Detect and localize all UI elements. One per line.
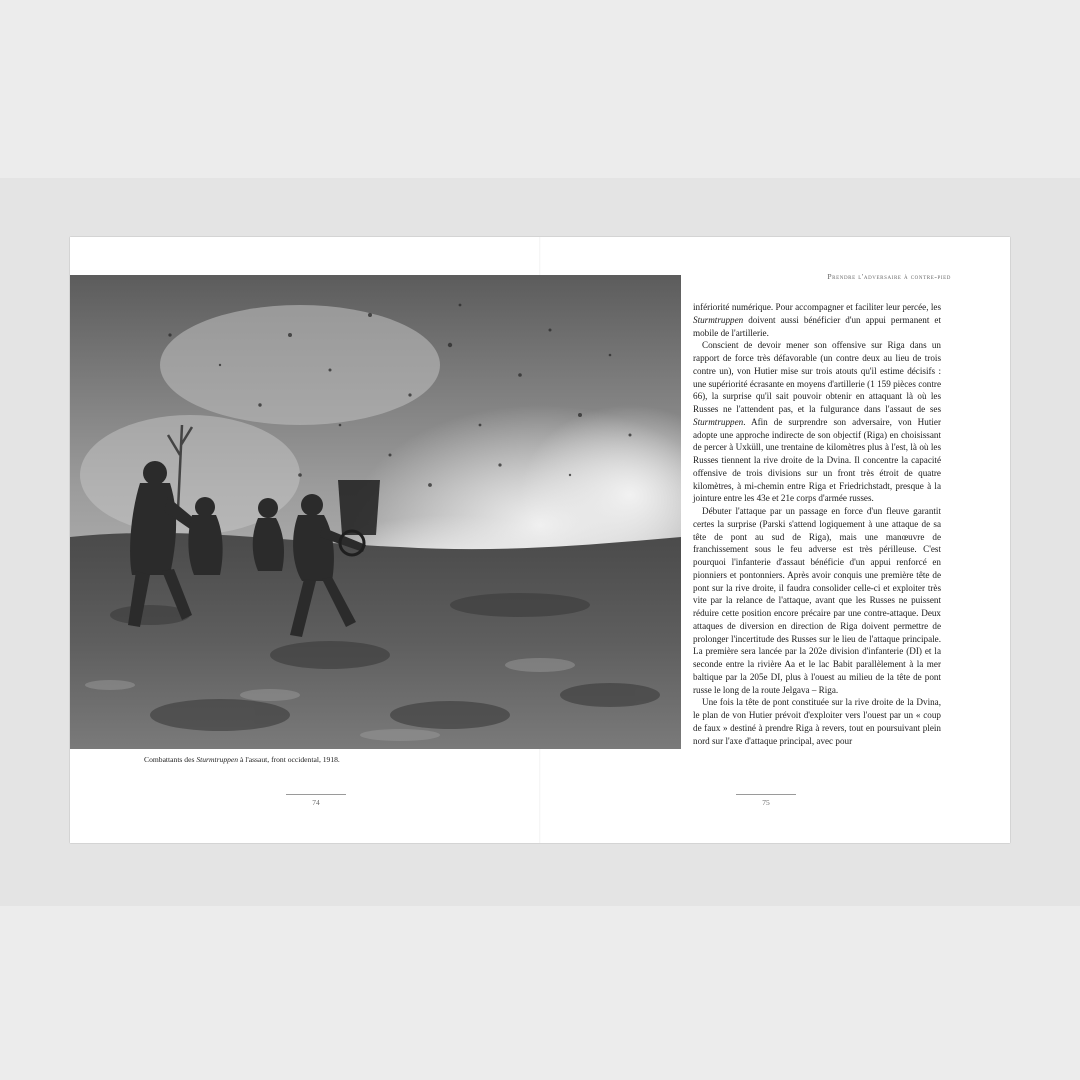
body-paragraph <box>693 301 941 339</box>
body-paragraph <box>693 505 941 696</box>
caption-text-italic: Sturmtruppen <box>196 755 239 764</box>
paragraph-text: doivent aussi bénéficier d'un appui permanent et mobile de l'artillerie. <box>693 314 941 338</box>
running-head: Prendre l'adversaire à contre-pied <box>827 272 951 281</box>
paragraph-text: Débuter l'attaque par un passage en force d'un fleuve garantit certes la surprise (Parski s'attend logiquement à une attaque de sa tête de pont au sud de Riga), mais une manœuvre de franchissement sous le feu adverse est très périlleuse. C'est pourquoi l'infanterie d'assaut bénéficie d'un appui renforcé en pionniers et pontonniers. Après avoir conquis une première tête de pont sur la rive droite, il faudra consolider celle-ci et exploiter très vite par la relance de l'attaque, avant que les Russes ne puissent réduire cette position encore précaire par une contre-attaque. Deux attaques de diversion en direction de Riga doivent permettre de prolonger l'incertitude des Russes sur le lieu de l'attaque principale. La première sera lancée par la 202e division d'infanterie (DI) et la seconde entre la rivière Aa et le lac Babit parallèlement à la mer baltique par la 205e DI, plus à l'ouest au milieu de la tête de pont russe le long de la route Jelgava – Riga. <box>693 506 941 695</box>
left-page-number: 74 <box>312 798 320 807</box>
battle-photograph <box>70 275 681 749</box>
body-text <box>693 301 941 747</box>
paragraph-text: Conscient de devoir mener son offensive sur Riga dans un rapport de force très défavorable (un contre deux au lieu de trois contre un), von Hutier mise sur trois atouts qu'il estime décisifs : une supériorité écrasante en moyens d'artillerie (1 159 pièces contre 66), la surprise qu'il sait pouvoir obtenir en attaquant là où les Russes ne l'attendent pas, et la fulgurance dans l'assaut de ses <box>693 340 941 414</box>
photo-caption <box>144 755 544 764</box>
right-folio-rule <box>736 794 796 795</box>
right-page-number: 75 <box>762 798 770 807</box>
body-paragraph <box>693 339 941 505</box>
paragraph-text: . Afin de surprendre son adversaire, von Hutier adopte une approche indirecte de son objectif (Riga) en choisissant de percer à Uxküll, une trentaine de kilomètres plus à l'est, là où les Russes tiennent la rive droite de la Dvina. Il concentre la capacité offensive de trois divisions sur un front très étroit de quatre kilomètres, à mi-chemin entre Riga et Friedrichstadt, presque à la jointure entre les 43e et 21e corps d'armée russes. <box>693 416 941 504</box>
italic-term: Sturmtruppen <box>693 314 744 325</box>
caption-text-before: Combattants des <box>144 755 197 764</box>
paragraph-text: Une fois la tête de pont constituée sur la rive droite de la Dvina, le plan de von Hutier prévoit d'exploiter vers l'ouest par un « coup de faux » destiné à prendre Riga à revers, tout en poursuivant plein nord sur l'axe d'attaque principal, avec pour <box>693 697 941 746</box>
italic-term: Sturmtruppen <box>693 416 744 427</box>
book-spread <box>70 237 1010 843</box>
caption-text-after: à l'assaut, front occidental, 1918. <box>238 755 340 764</box>
left-folio-rule <box>286 794 346 795</box>
body-paragraph <box>693 696 941 747</box>
paragraph-text: infériorité numérique. Pour accompagner et faciliter leur percée, les <box>693 302 941 312</box>
